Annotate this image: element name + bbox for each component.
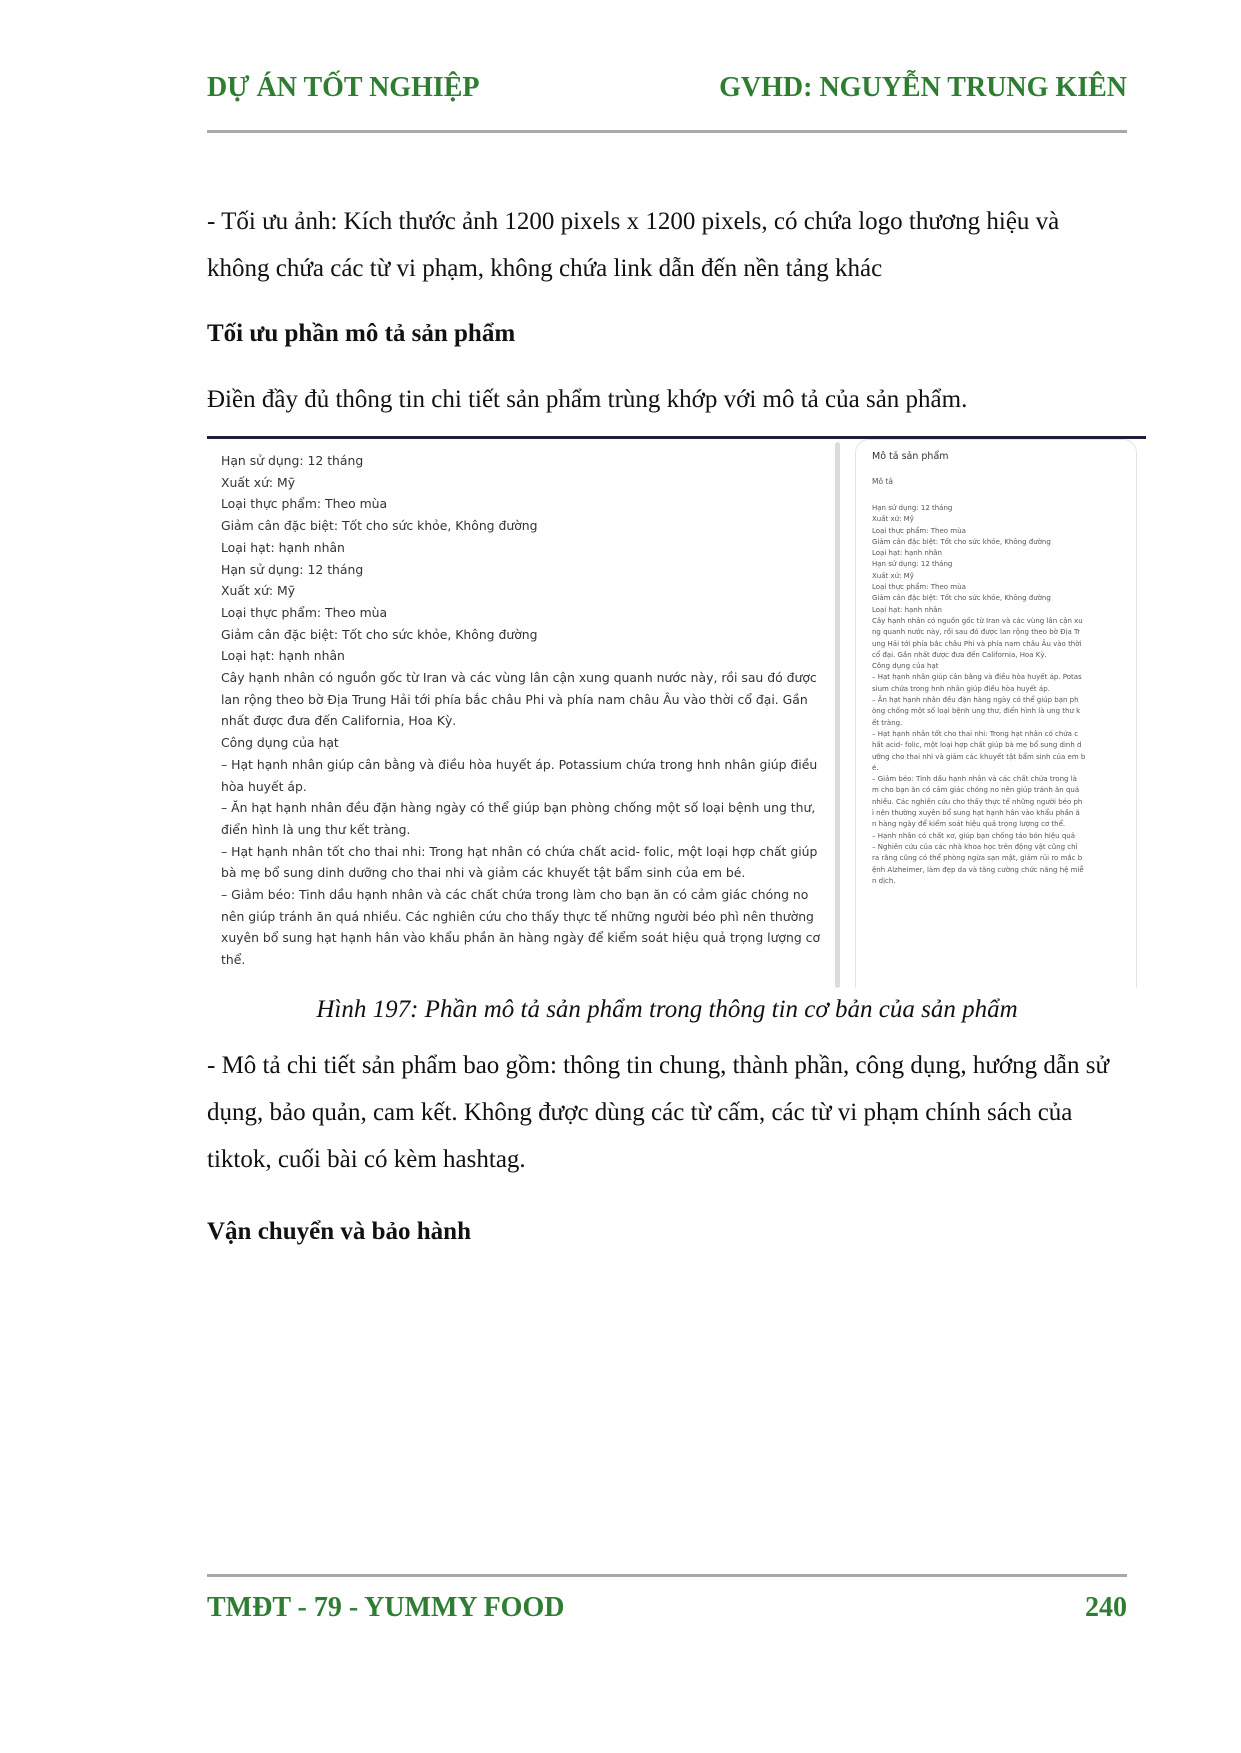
preview-line: – Hạnh nhân có chất xơ, giúp bạn chống táo bón hiệu quả [872,831,1075,840]
editor-line: Loại hạt: hạnh nhân [221,539,345,555]
preview-line: – Ăn hạt hạnh nhân đều đặn hàng ngày có thể giúp bạn ph [872,696,1079,705]
preview-line: ng quanh nước này, rồi sau đó được lan rộng theo bờ Địa Tr [872,628,1081,637]
preview-line: Giảm cân đặc biệt: Tốt cho sức khỏe, Không đường [872,537,1051,546]
editor-line: hòa huyết áp. [221,778,307,794]
editor-line: Giảm cân đặc biệt: Tốt cho sức khỏe, Không đường [221,518,538,534]
preview-line: Cây hạnh nhân có nguồn gốc từ Iran và các vùng lân cận xu [872,616,1083,625]
editor-line: Hạn sử dụng: 12 tháng [221,453,364,468]
preview-line: m cho bạn ăn có cảm giác chóng no nên giúp tránh ăn quá [872,786,1080,795]
preview-line: ra rằng cũng có thể phòng ngừa sạn mật, giảm rủi ro mắc b [872,854,1083,863]
preview-line: n dịch. [872,876,896,885]
preview-line: Giảm cân đặc biệt: Tốt cho sức khỏe, Không đường [872,594,1051,603]
preview-line: ung Hải tới phía bắc châu Phi và phía nam châu Âu vào thời [872,639,1082,648]
editor-line: Loại hạt: hạnh nhân [221,648,345,664]
editor-line: Xuất xứ: Mỹ [221,474,296,490]
preview-line: hất acid- folic, một loại hợp chất giúp bà mẹ bổ sung dinh d [872,741,1082,750]
figure-caption: Hình 197: Phần mô tả sản phẩm trong thông tin cơ bản của sản phẩm [316,996,1018,1023]
editor-line: nhất được đưa đến California, Hoa Kỳ. [221,713,457,729]
footer-divider [207,1574,1127,1577]
heading-description-optimization: Tối ưu phần mô tả sản phẩm [207,320,516,347]
header-divider [207,130,1127,133]
editor-line: bà mẹ bổ sung dinh dưỡng cho thai nhi và giảm các khuyết tật bẩm sinh của em bé. [221,865,746,881]
heading-shipping-warranty: Vận chuyển và bảo hành [207,1218,471,1245]
preview-line: Xuất xứ: Mỹ [872,515,914,524]
preview-panel [855,439,1137,988]
editor-line: thể. [221,952,246,968]
page-number: 240 [1085,1592,1127,1623]
preview-line: Loại hạt: hạnh nhân [872,605,942,614]
preview-line: cổ đại. Gần nhất được đưa đến California, Hoa Kỳ. [872,650,1047,659]
preview-line: ệnh Alzheimer, làm đẹp da và tăng cường chức năng hệ miễ [872,865,1084,874]
page-header [207,72,1127,112]
paragraph-description-details: - Mô tả chi tiết sản phẩm bao gồm: thông tin chung, thành phần, công dụng, hướng dẫn sử dụng, bảo quản, cam kết. Không được dùng các từ cấm, các từ vi phạm chính sách của tiktok, cuối bài có kèm hashtag. [207,1052,1109,1173]
description-editor[interactable] [221,450,831,988]
editor-line: Xuất xứ: Mỹ [221,583,296,599]
preview-line: Loại hạt: hạnh nhân [872,549,942,558]
preview-line: nhiều. Các nghiên cứu cho thấy thực tế những người béo ph [872,797,1083,806]
editor-line: nên giúp tránh ăn quá nhiều. Các nghiên cứu cho thấy thực tế những người béo phì nên thường [221,908,814,924]
editor-line: lan rộng theo bờ Địa Trung Hải tới phía bắc châu Phi và phía nam châu Âu vào thời cổ đại. Gần [221,691,808,707]
preview-line: sium chứa trong hnh nhân giúp điều hòa huyết áp. [872,684,1050,693]
editor-line: Giảm cân đặc biệt: Tốt cho sức khỏe, Không đường [221,626,538,642]
preview-line: Loại thực phẩm: Theo mùa [872,526,966,535]
preview-line: – Nghiên cứu của các nhà khoa học trên động vật cũng chỉ [872,842,1078,851]
paragraph-fill-info: Điền đầy đủ thông tin chi tiết sản phẩm trùng khớp với mô tả của sản phẩm. [207,386,968,413]
footer-title: TMĐT - 79 - YUMMY FOOD [207,1592,565,1623]
editor-line: Cây hạnh nhân có nguồn gốc từ Iran và các vùng lân cận xung quanh nước này, rồi sau đó được [221,670,817,686]
editor-line: – Ăn hạt hạnh nhân đều đặn hàng ngày có thể giúp bạn phòng chống một số loại bệnh ung thư, [221,800,816,816]
header-supervisor: GVHD: NGUYỄN TRUNG KIÊN [719,72,1127,103]
preview-line: ưỡng cho thai nhi và giảm các khuyết tật bẩm sinh của em b [872,752,1086,761]
editor-line: xuyên bổ sung hạt hạnh hân vào khẩu phần ăn hàng ngày để kiểm soát hiệu quả trọng lượng cơ [221,930,821,946]
editor-line: – Giảm béo: Tinh dầu hạnh nhân và các chất chứa trong làm cho bạn ăn có cảm giác chóng no [221,887,809,903]
preview-subtitle: Mô tả [872,477,893,486]
preview-line: Loại thực phẩm: Theo mùa [872,583,966,592]
preview-line: Xuất xứ: Mỹ [872,571,914,580]
paragraph-image-optimization: - Tối ưu ảnh: Kích thước ảnh 1200 pixels x 1200 pixels, có chứa logo thương hiệu và không chứa các từ vi phạm, không chứa link dẫn đến nền tảng khác [207,208,1060,282]
editor-line: điển hình là ung thư kết tràng. [221,821,411,837]
preview-line: – Hạt hạnh nhân tốt cho thai nhi: Trong hạt nhân có chứa c [872,729,1079,738]
editor-line: – Hạt hạnh nhân tốt cho thai nhi: Trong hạt nhân có chứa chất acid- folic, một loại hợp chất giúp [221,843,818,859]
preview-line: òng chống một số loại bệnh ung thư, điển hình là ung thư k [872,707,1081,716]
preview-line: Hạn sử dụng: 12 tháng [872,504,953,512]
editor-line: Loại thực phẩm: Theo mùa [221,496,388,512]
editor-line: Hạn sử dụng: 12 tháng [221,561,364,577]
figure-screenshot [207,436,1146,988]
editor-line: Công dụng của hạt [221,735,339,751]
editor-line: – Hạt hạnh nhân giúp cân bằng và điều hòa huyết áp. Potassium chứa trong hnh nhân giúp điều [221,756,818,772]
preview-line: Công dụng của hạt [872,662,939,671]
preview-line: – Hạt hạnh nhân giúp cân bằng và điều hòa huyết áp. Potas [872,673,1082,682]
editor-scrollbar[interactable] [835,442,840,988]
preview-line: ì nên thường xuyên bổ sung hạt hạnh hân vào khẩu phần ă [872,809,1080,818]
preview-line: n hàng ngày để kiểm soát hiệu quả trọng lượng cơ thể. [872,820,1066,829]
preview-line: é. [872,763,879,772]
preview-line: ết tràng. [872,718,903,727]
header-project-title: DỰ ÁN TỐT NGHIỆP [207,72,480,103]
preview-title: Mô tả sản phẩm [872,451,949,462]
preview-line: Hạn sử dụng: 12 tháng [872,560,953,569]
editor-line: Loại thực phẩm: Theo mùa [221,604,388,620]
preview-text [872,503,1112,887]
preview-line: – Giảm béo: Tinh dầu hạnh nhân và các chất chứa trong là [872,775,1077,784]
